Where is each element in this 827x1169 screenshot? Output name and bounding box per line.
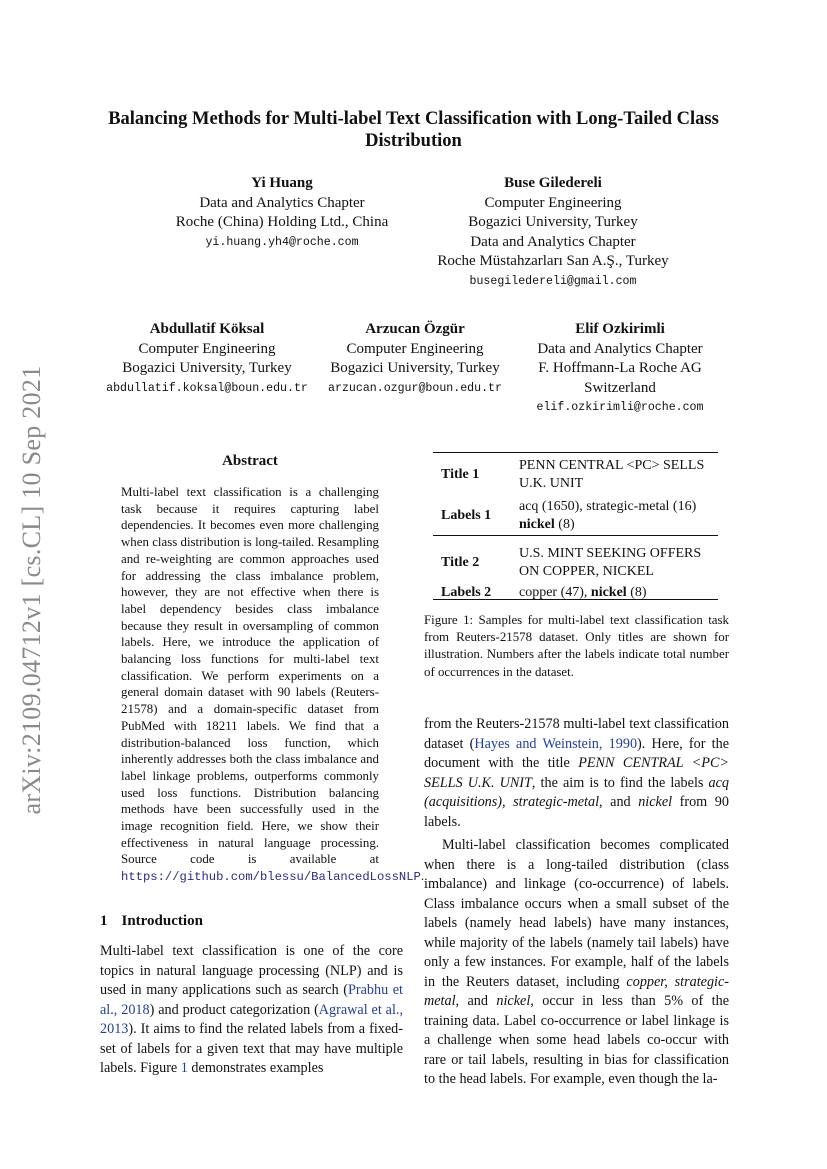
italic-label: nickel [638,794,673,810]
table-row [433,497,718,535]
author-affiliation: Computer Engineering [346,340,484,357]
arxiv-id: arXiv:2109.04712v1 [cs.CL] 10 Sep 2021 [17,365,46,815]
citation-link[interactable]: Hayes and Weinstein, 1990 [474,735,638,752]
abstract-end: . [420,869,425,884]
arxiv-stamp [2,325,62,855]
author-block-5 [520,320,720,418]
author-email: busegiledereli@gmail.com [469,274,637,288]
label-count: (8) [626,585,647,600]
row-value: U.S. MINT SEEKING OFFERS ON COPPER, NICKEL [519,546,702,579]
figure-caption: Figure 1: Samples for multi-label text classification task from Reuters-21578 dataset. Only titles are shown for illustration. Numbers after the labels indicate total number of occurrences in the dataset. [424,613,729,679]
paragraph [424,715,729,832]
paragraph [424,836,729,1090]
table-rule-bottom [433,599,718,600]
figure-1-table [433,453,718,603]
row-value [515,497,718,535]
abstract-heading: Abstract [222,453,278,469]
text-run: ). It aims to find the related labels from a fixed-set of labels for a given text that may have multiple labels. Figure [100,1021,403,1076]
italic-labels: copper, strategic-metal, [424,973,730,1009]
text-run: from 90 labels. [424,794,729,830]
text-run: ) and product categorization ( [149,1001,319,1018]
text-run: and [459,993,497,1009]
author-affiliation: Bogazici University, Turkey [330,360,500,376]
column-2-body [424,715,729,1090]
author-name: Arzucan Özgür [365,321,465,337]
table-row [433,453,718,497]
text-run: Multi-label classification becomes complicated when there is a long-tailed distribution (class imbalance) and linkage (co-occurrence) of labels. Class imbalance occurs when a small subset of the labels (namely head labels) have many instances, while majority of the labels (namely tail labels) have only a few instances. For example, half of the labels in the Reuters dataset, including [424,837,729,990]
author-affiliation: F. Hoffmann-La Roche AG [538,360,702,376]
author-name: Buse Giledereli [504,175,602,191]
paper-title: Balancing Methods for Multi-label Text Classification with Long-Tailed Class Distribution [108,109,719,151]
author-block-4 [318,320,512,399]
text-run: , occur in less than 5% of the training data. Label co-occurrence or label linkage is a challenge when some head labels co-occur with rare or tail labels, resulting in bias for classification to the head labels. For example, even though the la- [424,993,729,1087]
author-affiliation: Computer Engineering [484,194,622,211]
label-list: acq (1650), strategic-metal (16) [519,499,697,514]
text-run: from the Reuters-21578 multi-label text classification dataset ( [424,716,729,752]
italic-title: PENN CENTRAL <PC> SELLS U.K. UNIT [424,755,729,791]
author-affiliation: Bogazici University, Turkey [468,214,638,230]
author-name: Yi Huang [251,175,313,191]
citation-link[interactable]: Prabhu et al., 2018 [100,982,403,1018]
author-affiliation: Computer Engineering [138,340,276,357]
section-number: 1 [100,913,108,929]
author-email: yi.huang.yh4@roche.com [205,235,359,249]
citation-link[interactable]: Agrawal et al., 2013 [100,1001,403,1037]
author-affiliation: Data and Analytics Chapter [199,194,365,211]
row-label: Title 1 [441,467,480,482]
label-list: copper (47), [519,585,591,600]
author-block-2 [416,174,690,292]
text-run: Multi-label text classification is one of the core topics in natural language processing (NLP) and is used in many applications such as search ( [100,943,403,998]
author-email: elif.ozkirimli@roche.com [536,401,704,414]
author-affiliation: Data and Analytics Chapter [537,340,703,357]
row-label: Labels 1 [441,508,492,523]
author-email: arzucan.ozgur@boun.edu.tr [328,381,502,395]
row-label: Title 2 [441,555,480,570]
text-run: , the aim is to find the labels [531,774,709,791]
author-block-1 [160,174,404,253]
author-affiliation: Switzerland [584,379,656,396]
author-email: abdullatif.koksal@boun.edu.tr [106,381,308,395]
author-affiliation: Data and Analytics Chapter [470,233,636,250]
author-affiliation: Bogazici University, Turkey [122,360,292,376]
abstract-body [121,484,425,886]
abstract-text: Multi-label text classification is a challenging task because it requires capturing label dependencies. It becomes even more challenging when class distribution is long-tailed. Resampling and re-weighting are common approaches used for addressing the class imbalance problem, however, they are not effective when there is label dependency besides class imbalance because they result in oversampling of common labels. Here, we introduce the application of balancing loss functions for multi-label text classification. We perform experiments on a general domain dataset with 90 labels (Reuters-21578) and a domain-specific dataset from PubMed with 18211 labels. We find that a distribution-balanced loss function, which inherently addresses both the class imbalance and label linkage problems, outperforms commonly used loss functions. Distribution balancing methods have been successfully used in the image recognition field. Here, we show their effectiveness in natural language processing. Source code is available at [121,485,379,867]
author-affiliation: Roche Müstahzarları San A.Ş., Turkey [437,253,669,269]
text-run: demonstrates examples [187,1060,324,1076]
table-rule-mid [433,535,718,536]
italic-labels: acq (acquisitions), strategic-metal [424,774,729,810]
intro-paragraph [100,942,403,1079]
author-name: Abdullatif Köksal [149,321,265,337]
author-affiliation: Roche (China) Holding Ltd., China [175,214,389,230]
label-bold: nickel [519,517,555,532]
label-bold: nickel [590,585,627,600]
table-row [433,535,718,583]
row-value: PENN CENTRAL <PC> SELLS U.K. UNIT [519,458,705,491]
text-run: , and [599,794,639,810]
label-count: (8) [554,517,575,532]
text-run: ). Here, for the document with the title [424,735,729,771]
italic-label: nickel [496,993,531,1009]
row-value [515,583,718,603]
table-row [433,583,718,603]
author-name: Elif Ozkirimli [575,321,665,337]
section-title: Introduction [121,913,203,929]
author-block-3 [96,320,318,399]
figure-ref-link[interactable]: 1 [180,1060,188,1076]
source-code-link[interactable]: https://github.com/blessu/BalancedLossNLP [121,870,421,885]
section-heading [100,913,203,930]
row-label: Labels 2 [441,585,492,600]
